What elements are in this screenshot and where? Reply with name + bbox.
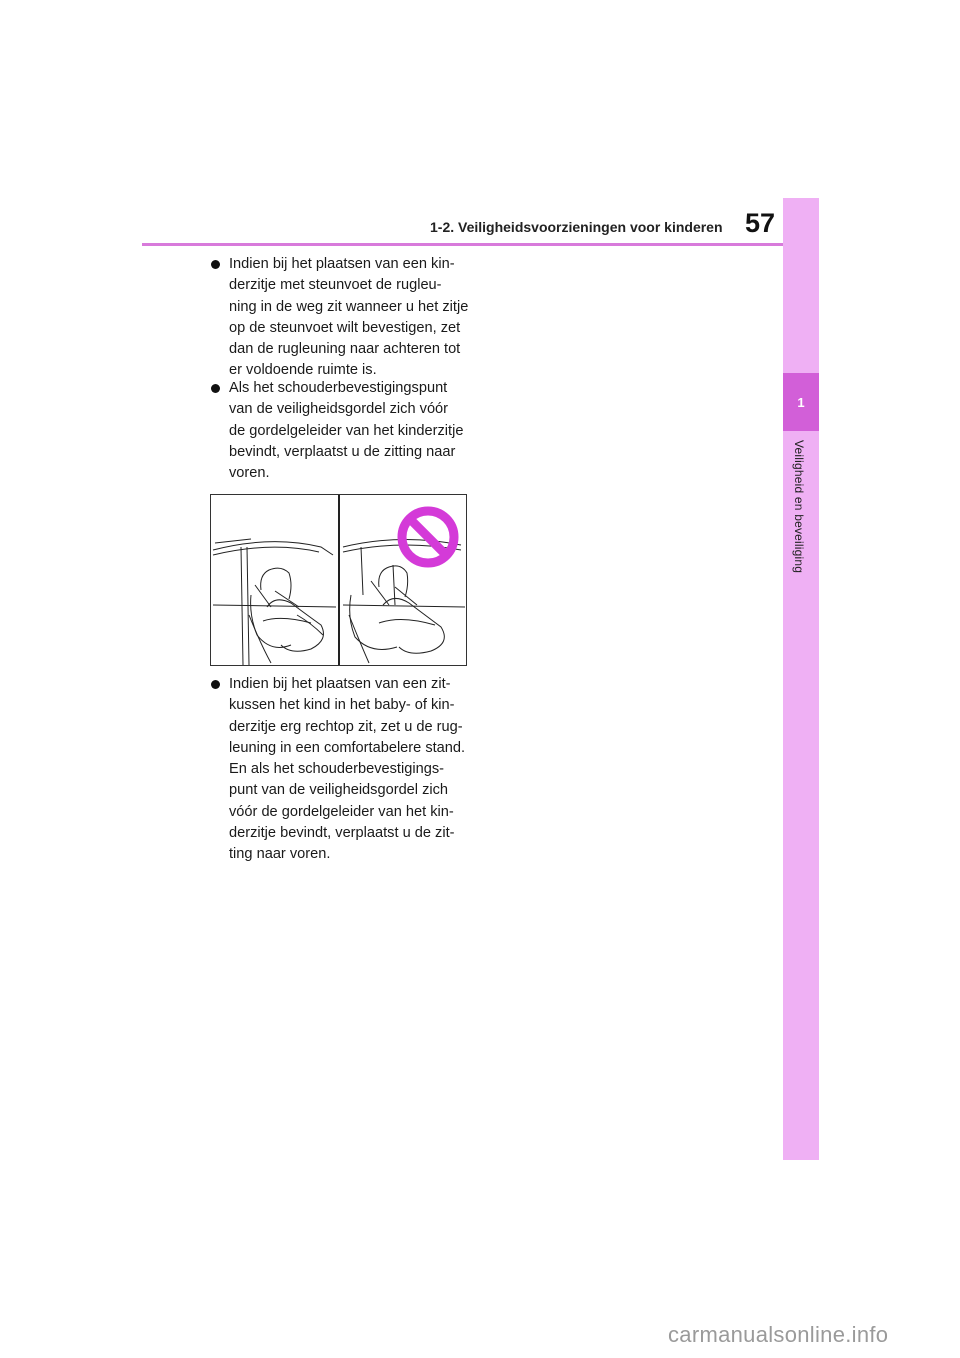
- section-title: 1-2. Veiligheidsvoorzieningen voor kinderen: [430, 219, 723, 235]
- bullet-item-2: [211, 378, 481, 484]
- bullet-text: Indien bij het plaatsen van een kin- derzitje met steunvoet de rugleu- ning in de weg zit wanneer u het zitje op de steunvoet wilt bevestigen, zet dan de rugleuning naar achteren tot er voldoende ruimte is.: [229, 256, 469, 379]
- header-rule: [142, 243, 783, 246]
- page-number: 57: [745, 208, 776, 238]
- chapter-number-box: [783, 373, 819, 431]
- booster-seat-correct-illustration: [213, 539, 336, 665]
- booster-seat-figure: [210, 494, 467, 666]
- bullet-dot-icon: [211, 384, 220, 393]
- footer-site-watermark: carmanualsonline.info: [668, 1322, 889, 1347]
- bullet-text: Als het schouderbevestigingspunt van de veiligheidsgordel zich vóór de gordelgeleider van het kinderzitje bevindt, verplaatst u de zitting naar voren.: [229, 380, 464, 482]
- prohibited-icon: [402, 511, 454, 563]
- bullet-text: Indien bij het plaatsen van een zit- kussen het kind in het baby- of kin- derzitje erg rechtop zit, zet u de rug- leuning in een comfortabelere stand. En als het schouderbevestigings- punt van de veiligheidsgordel zich vóór de gordelgeleider van het kin- derzitje bevindt, verplaatst u de zit- ting naar voren.: [229, 676, 466, 863]
- side-tab: [783, 198, 819, 1160]
- bullet-dot-icon: [211, 680, 220, 689]
- chapter-number: 1: [797, 394, 805, 410]
- bullet-item-3: [211, 674, 481, 866]
- bullet-item-1: [211, 254, 481, 382]
- chapter-title: Veiligheid en beveiliging: [792, 440, 806, 574]
- bullet-dot-icon: [211, 260, 220, 269]
